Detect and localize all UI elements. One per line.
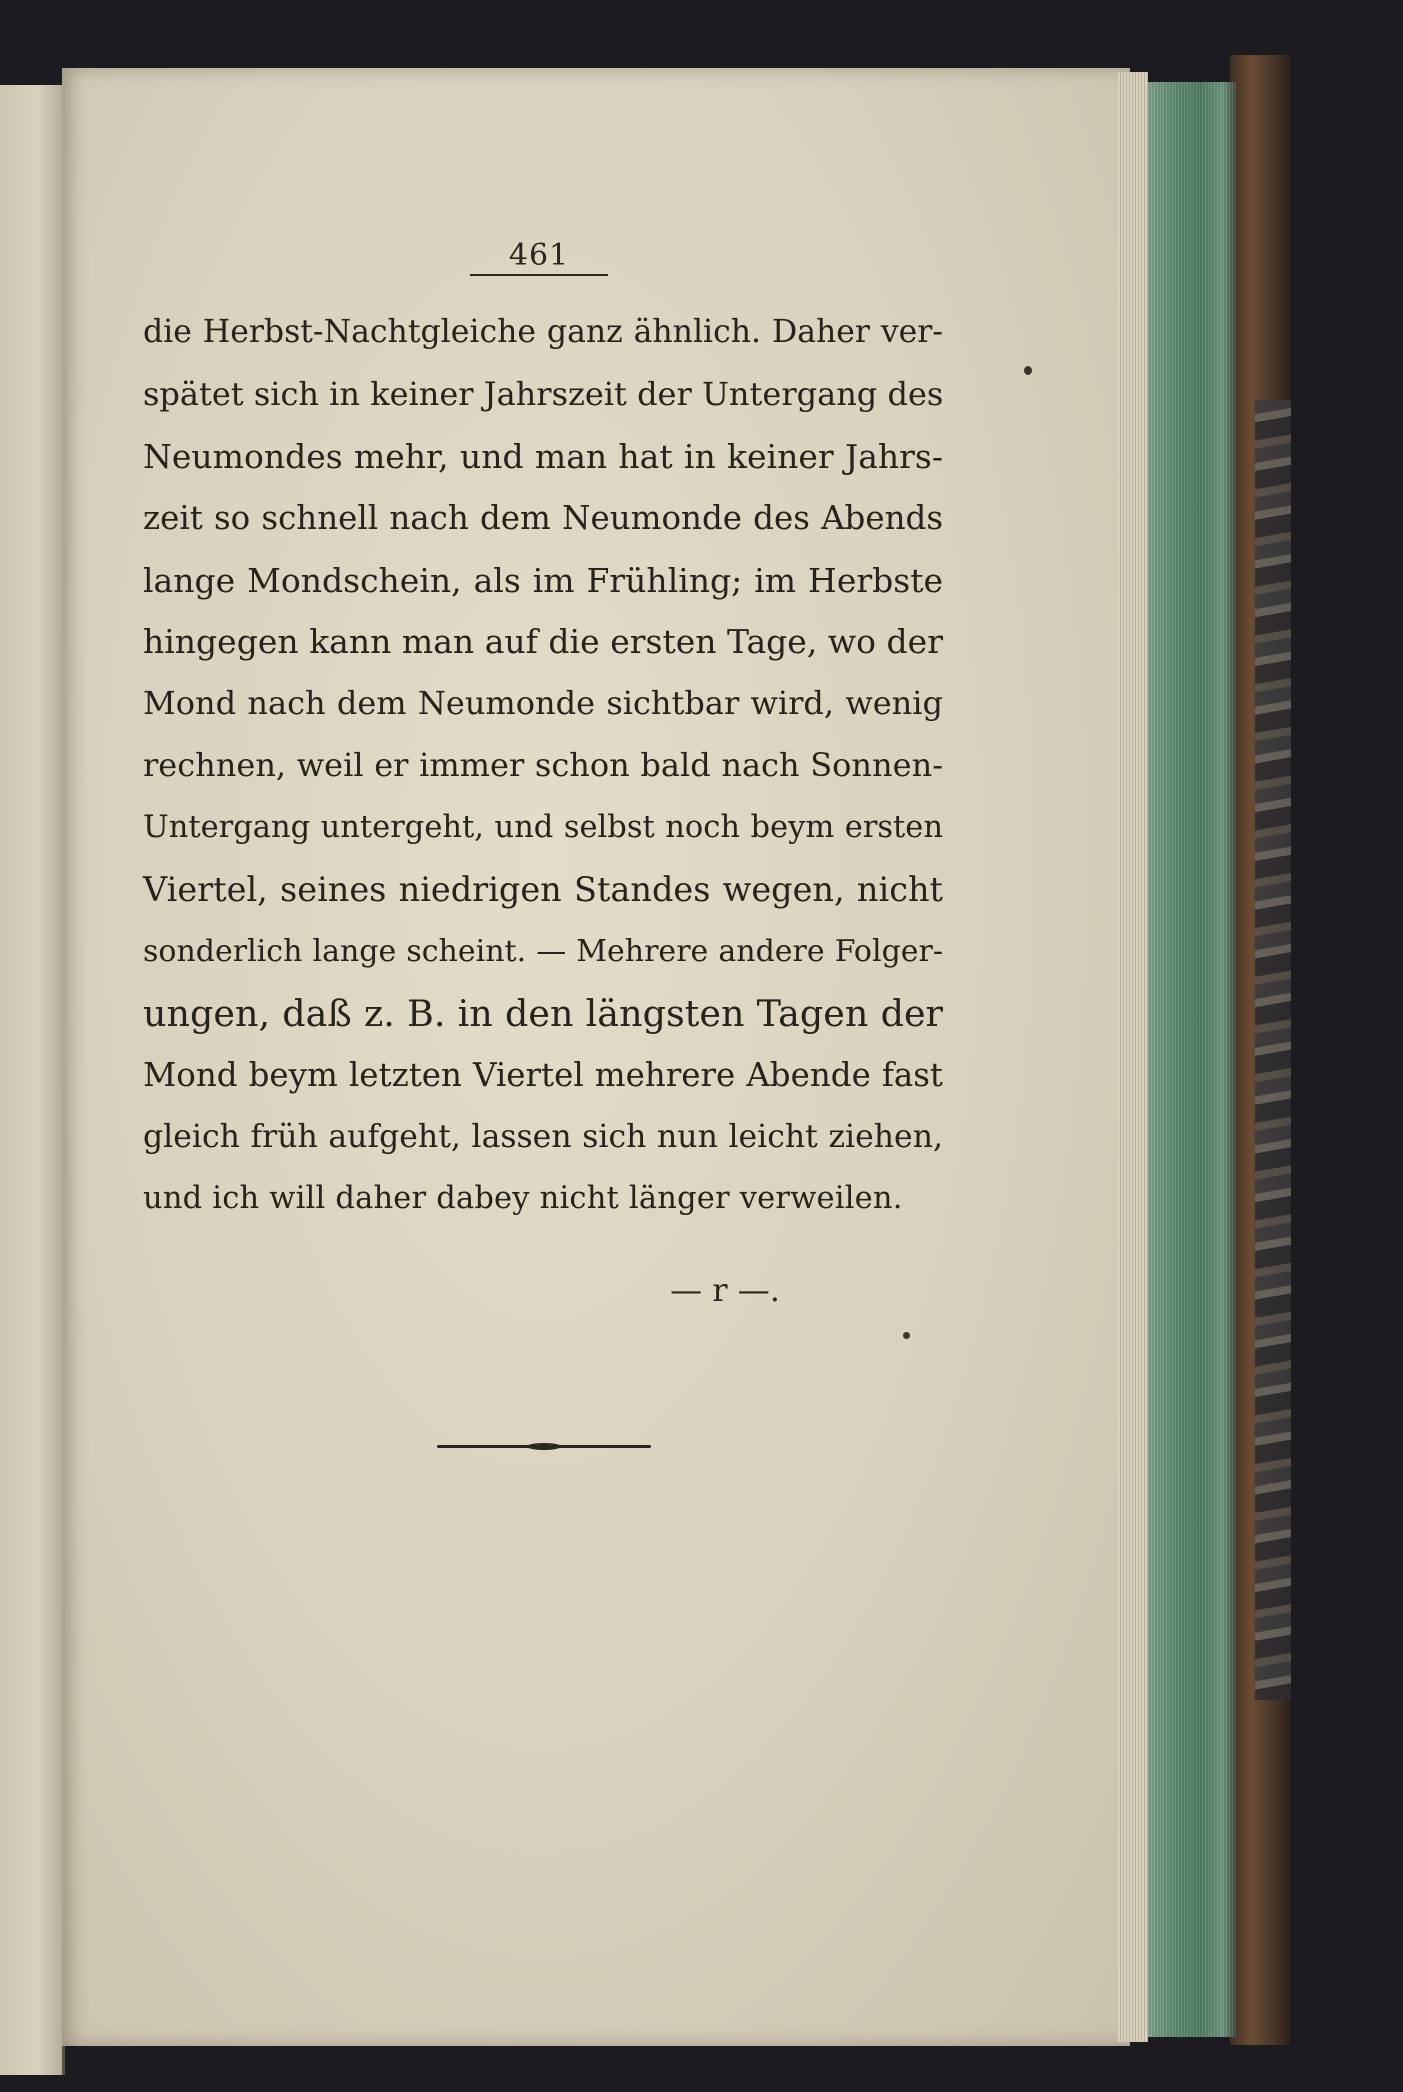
paper-speck xyxy=(903,1332,910,1339)
text-line: und ich will daher dabey nicht länger verweilen. xyxy=(143,1181,903,1217)
body-text xyxy=(143,302,943,1230)
text-line: Neumondes mehr, und man hat in keiner Jahrs- xyxy=(143,436,943,476)
text-line: ungen, daß z. B. in den längsten Tagen der xyxy=(143,991,943,1035)
page-header xyxy=(470,240,608,276)
green-page-edges xyxy=(1148,82,1236,2037)
text-line: hingegen kann man auf die ersten Tage, wo der xyxy=(143,622,943,662)
text-line: Mond beym letzten Viertel mehrere Abende fast xyxy=(143,1055,943,1094)
text-line: Viertel, seines niedrigen Standes wegen, nicht xyxy=(143,870,943,910)
author-signature: — r —. xyxy=(670,1271,780,1309)
text-line: die Herbst-Nachtgleiche ganz ähnlich. Daher ver- xyxy=(143,314,943,350)
text-line: spätet sich in keiner Jahrszeit der Untergang des xyxy=(143,374,944,413)
text-line: gleich früh aufgeht, lassen sich nun leicht ziehen, xyxy=(143,1118,943,1155)
text-line: Mond nach dem Neumonde sichtbar wird, wenig xyxy=(143,684,943,723)
marbled-cover xyxy=(1255,400,1291,1700)
section-divider xyxy=(437,1445,651,1448)
text-line: Untergang untergeht, und selbst noch beym ersten xyxy=(143,810,943,846)
header-rule xyxy=(470,274,608,276)
previous-page-edge xyxy=(0,85,65,2075)
text-line: sonderlich lange scheint. — Mehrere andere Folger- xyxy=(143,933,943,969)
text-line: zeit so schnell nach dem Neumonde des Abends xyxy=(143,498,943,537)
page-fore-edge xyxy=(1118,72,1148,2042)
paper-speck xyxy=(1024,366,1032,375)
text-line: rechnen, weil er immer schon bald nach Sonnen- xyxy=(143,746,943,785)
text-line: lange Mondschein, als im Frühling; im Herbste xyxy=(143,560,943,600)
page-number: 461 xyxy=(508,238,570,273)
